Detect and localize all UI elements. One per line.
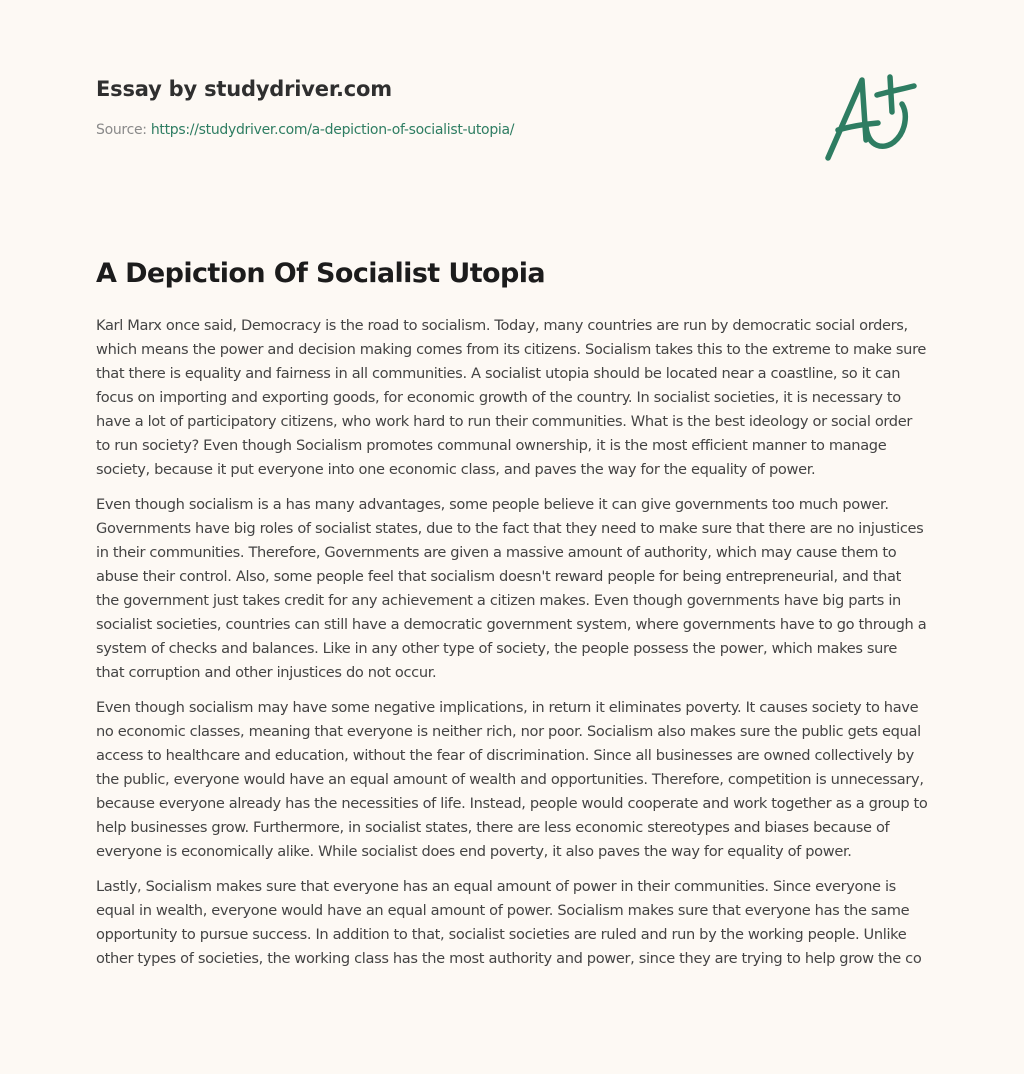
essay-paragraph: Lastly, Socialism makes sure that everyone has an equal amount of power in their communities. Since everyone is equal in wealth, everyone would have an equal amount of power. Socialism makes sure that everyone has the same opportunity to pursue success. In addition to that, socialist societies are ruled and run by the working people. Unlike other types of societies, the working class has the most authority and power, since they are trying to help grow the co <box>96 878 922 967</box>
essay-body <box>96 314 928 982</box>
page-header <box>96 74 796 140</box>
source-link[interactable]: https://studydriver.com/a-depiction-of-socialist-utopia/ <box>150 122 515 138</box>
source-line <box>96 120 796 140</box>
essay-paragraph: Even though socialism is a has many advantages, some people believe it can give governments too much power. Governments have big roles of socialist states, due to the fact that they need to make sure that there are no injustices in their communities. Therefore, Governments are given a massive amount of authority, which may cause them to abuse their control. Also, some people feel that socialism doesn't reward people for being entrepreneurial, and that the government just takes credit for any achievement a citizen makes. Even though governments have big parts in socialist societies, countries can still have a democratic government system, where governments have to go through a system of checks and balances. Like in any other type of society, the people possess the power, which makes sure that corruption and other injustices do not occur. <box>96 496 927 681</box>
essay-paragraph: Karl Marx once said, Democracy is the road to socialism. Today, many countries are run by democratic social orders, which means the power and decision making comes from its citizens. Socialism takes this to the extreme to make sure that there is equality and fairness in all communities. A socialist utopia should be located near a coastline, so it can focus on importing and exporting goods, for economic growth of the country. In socialist societies, it is necessary to have a lot of participatory citizens, who work hard to run their communities. What is the best ideology or social order to run society? Even though Socialism promotes communal ownership, it is the most efficient manner to manage society, because it put everyone into one economic class, and paves the way for the equality of power. <box>96 317 927 478</box>
essay-title: A Depiction Of Socialist Utopia <box>96 258 545 289</box>
essay-paragraph: Even though socialism may have some negative implications, in return it eliminates poverty. It causes society to have no economic classes, meaning that everyone is neither rich, nor poor. Socialism also makes sure the public gets equal access to healthcare and education, without the fear of discrimination. Since all businesses are owned collectively by the public, everyone would have an equal amount of wealth and opportunities. Therefore, competition is unnecessary, because everyone already has the necessities of life. Instead, people would cooperate and work together as a group to help businesses grow. Furthermore, in socialist states, there are less economic stereotypes and biases because of everyone is economically alike. While socialist does end poverty, it also paves the way for equality of power. <box>96 699 928 860</box>
a-plus-grade-icon <box>822 68 928 164</box>
source-label: Source: <box>96 122 147 138</box>
site-brand: Essay by studydriver.com <box>96 77 392 101</box>
